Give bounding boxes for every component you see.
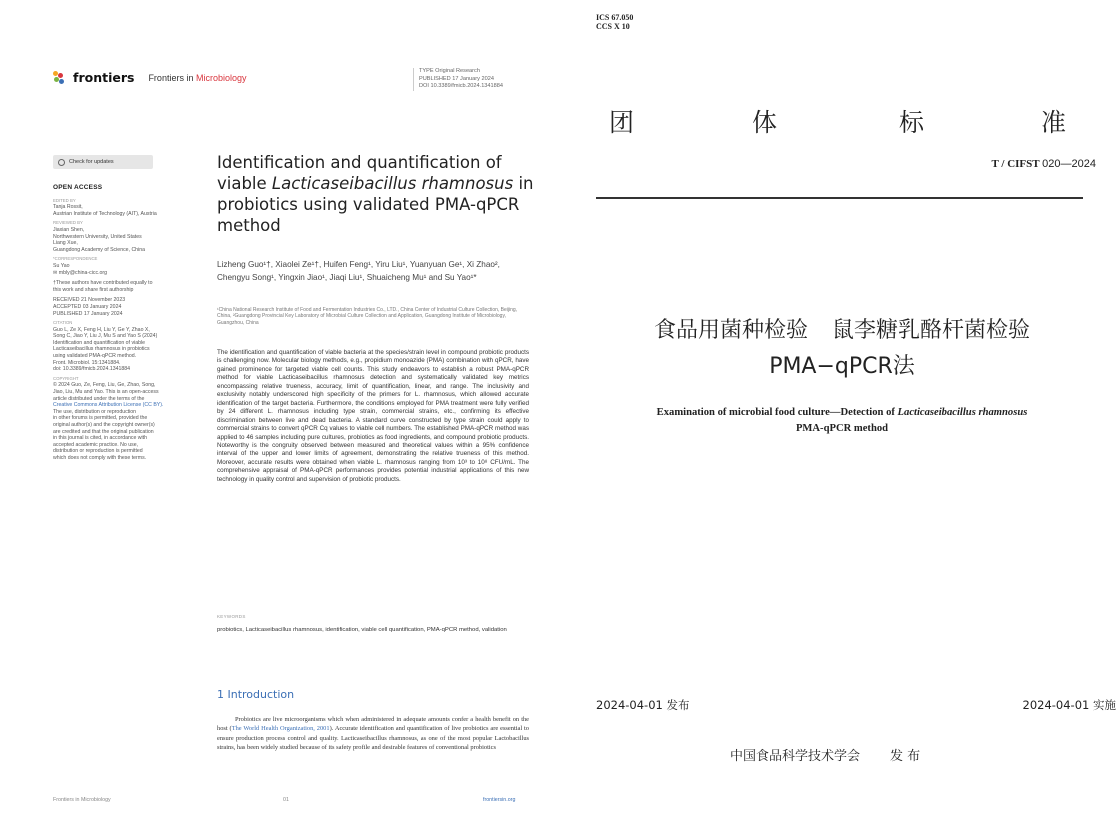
standard-char-2: 体 (752, 108, 778, 137)
check-for-updates-button[interactable] (53, 155, 153, 169)
sidebar-line: Identification and quantification of viable (53, 339, 145, 346)
sidebar-line: © 2024 Guo, Ze, Feng, Liu, Ge, Zhao, Song, (53, 382, 156, 389)
sidebar-line: Su Yao (53, 262, 70, 269)
sidebar-line: PUBLISHED 17 January 2024 (53, 310, 123, 317)
sidebar-block (53, 198, 188, 218)
standard-heading (609, 103, 1089, 139)
standard-char-4: 准 (1041, 108, 1067, 137)
sidebar-line: doi: 10.3389/fmicb.2024.1341884 (53, 366, 131, 373)
sidebar-block-label: COPYRIGHT (53, 375, 79, 381)
sidebar-line: Front. Microbiol. 15:1341884. (53, 359, 121, 366)
sidebar-line: Jiaxian Shen, (53, 226, 85, 233)
sidebar-line: Song C, Jiao Y, Liu J, Mu S and Yao S (2024) (53, 333, 158, 340)
header-rule (596, 197, 1083, 199)
sidebar-block (53, 376, 188, 402)
license-line: which does not comply with these terms. (53, 454, 147, 461)
implement-date: 2024-04-01 实施 (1022, 698, 1116, 712)
sidebar-block (53, 256, 188, 276)
sidebar-block-label: *CORRESPONDENCE (53, 256, 98, 262)
footer-site-link[interactable]: frontiersin.org (483, 797, 516, 803)
sidebar-block-label: EDITED BY (53, 197, 76, 203)
published-date: PUBLISHED 17 January 2024 (419, 75, 494, 82)
sidebar-line: Northwestern University, United States (53, 233, 142, 240)
license-line: are credited and that the original publication (53, 428, 154, 435)
license-line: distribution or reproduction is permitted (53, 448, 143, 455)
standard-char-1: 团 (609, 108, 635, 137)
refresh-icon (58, 159, 65, 166)
ics-code: ICS 67.050 (596, 13, 634, 22)
sidebar-line: Austrian Institute of Technology (AIT), Austria (53, 210, 157, 217)
keywords-label: KEYWORDS (217, 614, 246, 619)
sidebar-block (53, 320, 188, 373)
abstract: The identification and quantification of viable bacteria at the species/strain level in compound probiotic products is challenging now. Molecular biology methods, e.g., propidium monoazide (PMA) combination with qPCR, have gained prominence for targeted viable cell counts. This study endeavors to establish a robust PMA-qPCR method for viable Lacticaseibacillus rhamnosus detection and systematically validated key metrics encompassing relative trueness, accuracy, limit of quantification, linear, and range. The inclusivity and exclusivity notably underscored high specificity of the primers for L. rhamnosus, which allowed accurate identification of the target bacteria. Furthermore, the conditions employed for PMA treatment were fully verified by 24 different L. rhamnosus including type strain, commercial strains, etc., confirming its effective discrimination between live and dead bacteria. A standard curve constructed by type strain could apply to commercial strains to convert qPCR Cq values to viable cell numbers. The established PMA-qPCR method was applied to 46 samples including pure cultures, probiotics as food ingredients, and compound probiotic products. Noteworthy is the congruity observed between measured and theoretical values within a 95% confidence interval of the upper and lower limits of agreement, demonstrating the relative trueness of this method. Moreover, accurate results were obtained when viable L. rhamnosus ranging from 10³ to 10⁸ CFU/mL. The comprehensive appraisal of PMA-qPCR performances provides potential industrial applications of this new technology in quality control and supervision of probiotic products. (217, 349, 529, 483)
standard-char-3: 标 (899, 108, 925, 137)
group-standard-page (566, 0, 1118, 823)
sidebar-line: Jiao, Liu, Mu and Yao. This is an open-access (53, 389, 159, 396)
sidebar-line: using validated PMA-qPCR method. (53, 353, 137, 360)
frontiers-logo (53, 70, 247, 85)
keywords: probiotics, Lacticaseibacillus rhamnosus, identification, viable cell quantification, PMA-qPCR method, validation (217, 627, 507, 633)
sidebar-line: ✉ mbly@china-cicc.org (53, 269, 108, 276)
footer-page-number: 01 (283, 797, 289, 803)
open-access-label: OPEN ACCESS (53, 184, 103, 191)
ccs-code: CCS X 10 (596, 22, 630, 31)
standard-number: T / CIFST 020—2024 (991, 158, 1096, 170)
article-doi: DOI 10.3389/fmicb.2024.1341884 (419, 83, 503, 89)
affiliations: ¹China National Research Institute of Food and Fermentation Industries Co., LTD., China Center of Industrial Culture Collection, Beijing, China, ²Guangdong Provincial Key Laboratory of Microbial Culture Collection and Application, Guangdong Institute of Microbiology, Guangzhou, China (217, 307, 518, 326)
classification-codes (596, 13, 633, 31)
sidebar-block (53, 293, 188, 317)
check-label: Check for updates (69, 159, 114, 165)
logo-wordmark: frontiers (73, 70, 135, 85)
license-line: in this journal is cited, in accordance with (53, 435, 147, 442)
license-line: in other forums is permitted, provided the (53, 415, 148, 422)
license-line: The use, distribution or reproduction (53, 408, 137, 415)
author-list: Lizheng Guo¹†, Xiaolei Ze¹†, Huifen Feng¹, Yiru Liu¹, Yuanyuan Ge¹, Xi Zhao², Chengyu Song¹, Yingxin Jiao¹, Jiaqi Liu¹, Shuaicheng Mu¹ and Su Yao¹* (217, 260, 500, 282)
sidebar-block (53, 220, 188, 253)
sidebar-block-label: REVIEWED BY (53, 220, 83, 226)
license-link[interactable]: Creative Commons Attribution License (CC BY). (53, 402, 164, 409)
article-title: Identification and quantification of viable Lacticaseibacillus rhamnosus in probiotics using validated PMA-qPCR method (217, 153, 534, 235)
sidebar-line: Tanja Rossit, (53, 204, 83, 211)
sidebar-line: ACCEPTED 03 January 2024 (53, 303, 122, 310)
sidebar-line: Guo L, Ze X, Feng H, Liu Y, Ge Y, Zhao X, (53, 326, 150, 333)
article-type: TYPE Original Research (419, 68, 480, 74)
sidebar-line: RECEIVED 21 November 2023 (53, 297, 126, 304)
sidebar-line: Lacticaseibacillus rhamnosus in probiotics (53, 346, 150, 353)
who-citation-link[interactable]: The World Health Organization, 2001 (231, 725, 330, 733)
sidebar-line: Guangdong Academy of Science, China (53, 246, 145, 253)
license-line: accepted academic practice. No use, (53, 441, 139, 448)
sidebar-line: this work and share first authorship (53, 286, 134, 293)
frontiers-article-page (0, 0, 555, 823)
sidebar-blocks (53, 198, 188, 462)
english-title: Examination of microbial food culture—Detection of Lacticaseibacillus rhamnosus PMA-qPCR method (656, 407, 1028, 434)
sidebar-line: Liang Xue, (53, 240, 78, 247)
issuing-organization: 中国食品科学技术学会 发 布 (730, 749, 921, 764)
frontiers-logo-icon (53, 71, 67, 85)
introduction-heading: 1 Introduction (217, 688, 295, 701)
sidebar-block-label: CITATION (53, 320, 73, 326)
sidebar-line: †These authors have contributed equally to (53, 280, 153, 287)
publish-date: 2024-04-01 发布 (596, 698, 690, 712)
article-sidebar (53, 185, 188, 462)
sidebar-line: article distributed under the terms of the (53, 395, 145, 402)
license-line: original author(s) and the copyright owner(s) (53, 422, 155, 428)
article-meta (413, 68, 543, 91)
introduction-text: Probiotics are live microorganisms which when administered in adequate amounts confer a health benefit on the host (The World Health Organization, 2001). Accurate identification and quantification of live probiotics are essential to ensure production process control and quality. Lacticaseibacillus rhamnosus, as one of the most popular Lactobacillus strains, has been widely studied because of its safety profile and desirable features of conventional probiotics (217, 716, 529, 752)
chinese-title: 食品用菌种检验 鼠李糖乳酪杆菌检验 PMA−qPCR法 (653, 318, 1031, 379)
sidebar-block (53, 276, 188, 293)
footer-journal: Frontiers in Microbiology (53, 797, 111, 803)
journal-name: Frontiers in Microbiology (148, 72, 247, 83)
